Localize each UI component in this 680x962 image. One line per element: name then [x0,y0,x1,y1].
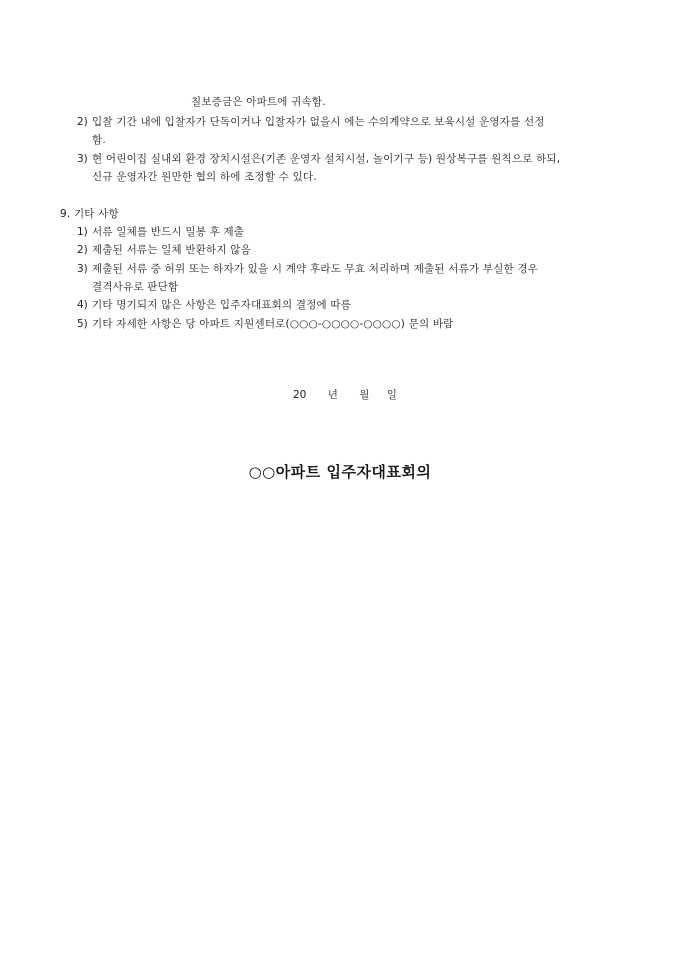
date-year-label: 년 [327,389,338,401]
list-item: 서류 일체를 반드시 밀봉 후 제출 [92,226,245,238]
date-line [293,388,397,402]
list-item-number: 3) [77,263,88,275]
list-item: 제출된 서류 중 허위 또는 하자가 있을 시 계약 후라도 무효 처리하며 제출된 서류가 부실한 경우 [92,263,539,275]
list-item-continued: 결격사유로 판단함 [92,281,179,293]
list-item-number: 2) [77,244,88,256]
deposit-line: 칠보증금은 아파트에 귀속함. [191,96,326,108]
item-number: 3) [77,153,88,165]
date-day-label: 일 [386,389,397,401]
list-item: 제출된 서류는 일체 반환하지 않음 [92,244,251,256]
item-text-continued: 신규 운영자간 원만한 협의 하에 조정할 수 있다. [92,171,317,183]
list-item-number: 1) [77,226,88,238]
list-item: 기타 자세한 사항은 당 아파트 지원센터로(○○○-○○○○-○○○○) 문의 바람 [92,318,454,330]
date-year-prefix: 20 [293,389,307,401]
item-text-continued: 함. [92,134,106,146]
section-heading: 9. 기타 사항 [60,208,119,220]
list-item: 기타 명기되지 않은 사항은 입주자대표회의 결정에 따름 [92,299,352,311]
item-text: 현 어린이집 실내외 환경 장치시설은(기존 운영자 설치시설, 놀이기구 등) 원상복구를 원칙으로 하되, [92,153,561,165]
list-item-number: 5) [77,318,88,330]
item-number: 2) [77,116,88,128]
item-text: 입찰 기간 내에 입찰자가 단독이거나 입찰자가 없을시 에는 수의계약으로 보육시설 운영자를 선정 [92,116,545,128]
date-month-label: 월 [359,389,370,401]
list-item-number: 4) [77,299,88,311]
signature-organization: ○○아파트 입주자대표회의 [248,463,432,481]
